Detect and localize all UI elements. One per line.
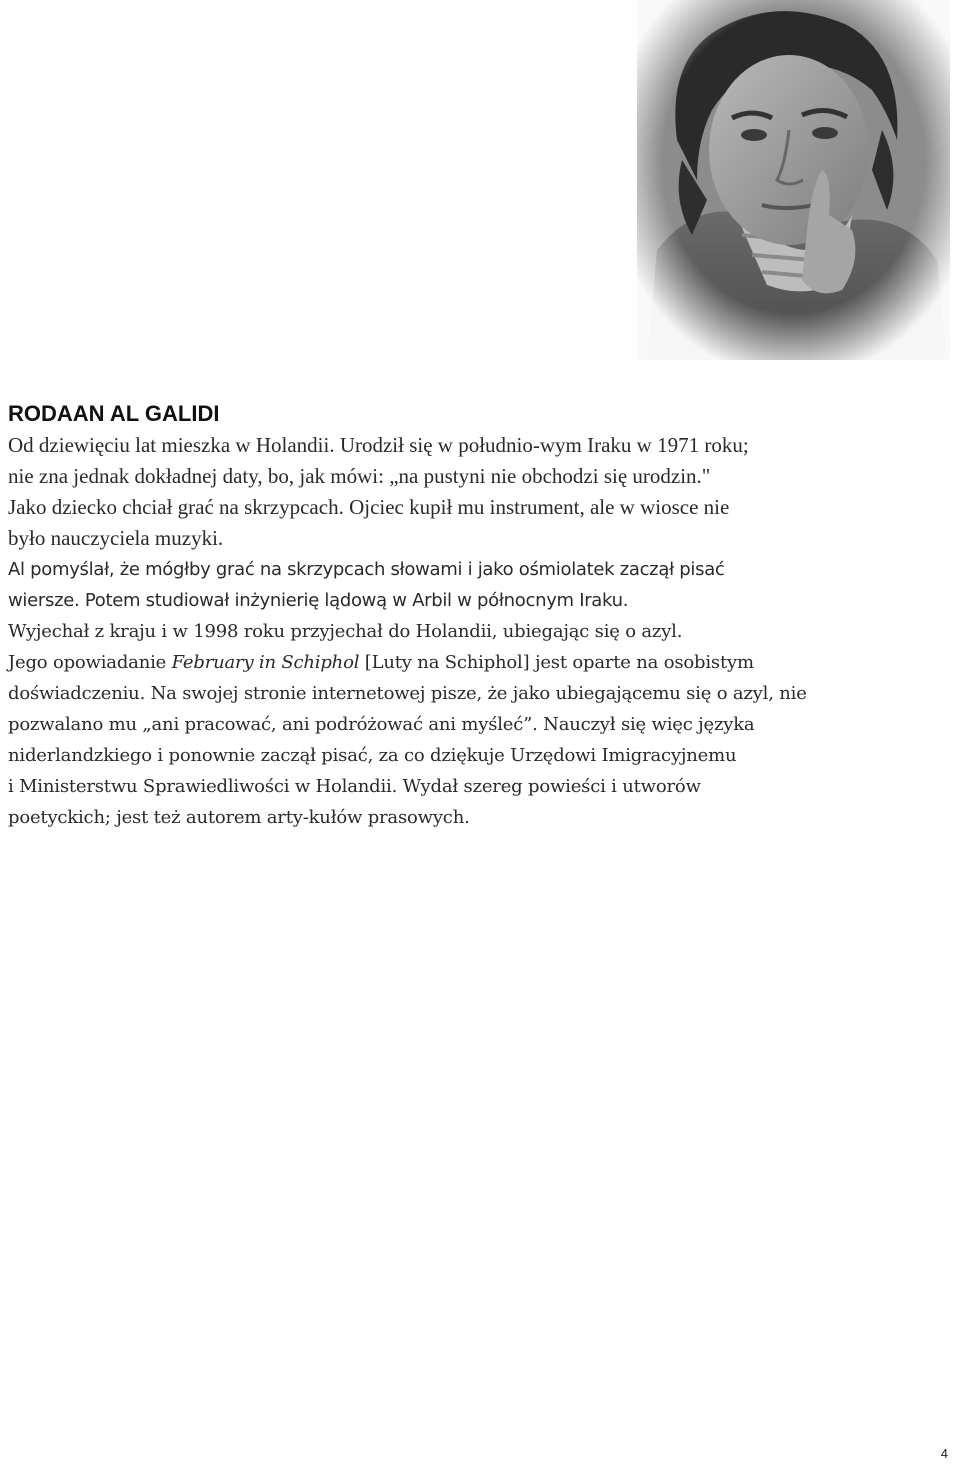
bio-line: pozwalano mu „ani pracować, ani podróżować ani myśleć”. Nauczył się więc języka	[8, 714, 755, 735]
bio-line: poetyckich; jest też autorem arty-kułów prasowych.	[8, 807, 470, 828]
bio-line: Wyjechał z kraju i w 1998 roku przyjechał do Holandii, ubiegając się o azyl.	[8, 621, 683, 642]
bio-line: i Ministerstwu Sprawiedliwości w Holandii. Wydał szereg powieści i utworów	[8, 776, 701, 797]
bio-line: nie zna jednak dokładnej daty, bo, jak mówi: „na pustyni nie obchodzi się urodzin."	[8, 464, 711, 488]
page-number: 4	[940, 1446, 948, 1461]
bio-line: Jako dziecko chciał grać na skrzypcach. Ojciec kupił mu instrument, ale w wiosce nie	[8, 495, 730, 519]
portrait-image	[637, 0, 950, 360]
bio-line: doświadczeniu. Na swojej stronie internetowej pisze, że jako ubiegającemu się o azyl, nie	[8, 683, 807, 704]
author-portrait	[637, 0, 950, 360]
author-name-heading: RODAAN AL GALIDI	[8, 401, 220, 426]
bio-text-segment: [Luty na Schiphol] jest oparte na osobistym	[359, 652, 754, 673]
author-bio-text	[8, 430, 952, 833]
story-title: February in Schiphol	[171, 652, 360, 673]
bio-line: niderlandzkiego i ponownie zaczął pisać, za co dziękuje Urzędowi Imigracyjnemu	[8, 745, 737, 766]
bio-line	[8, 647, 952, 678]
bio-line: Al pomyślał, że mógłby grać na skrzypcach słowami i jako ośmiolatek zaczął pisać	[8, 559, 725, 580]
bio-line: było nauczyciela muzyki.	[8, 526, 224, 550]
author-bio-section	[8, 398, 952, 833]
bio-line: wiersze. Potem studiował inżynierię lądową w Arbil w północnym Iraku.	[8, 590, 629, 611]
bio-line: Od dziewięciu lat mieszka w Holandii. Urodził się w południo-wym Iraku w 1971 roku;	[8, 433, 749, 457]
bio-text-segment: Jego opowiadanie	[8, 652, 172, 673]
